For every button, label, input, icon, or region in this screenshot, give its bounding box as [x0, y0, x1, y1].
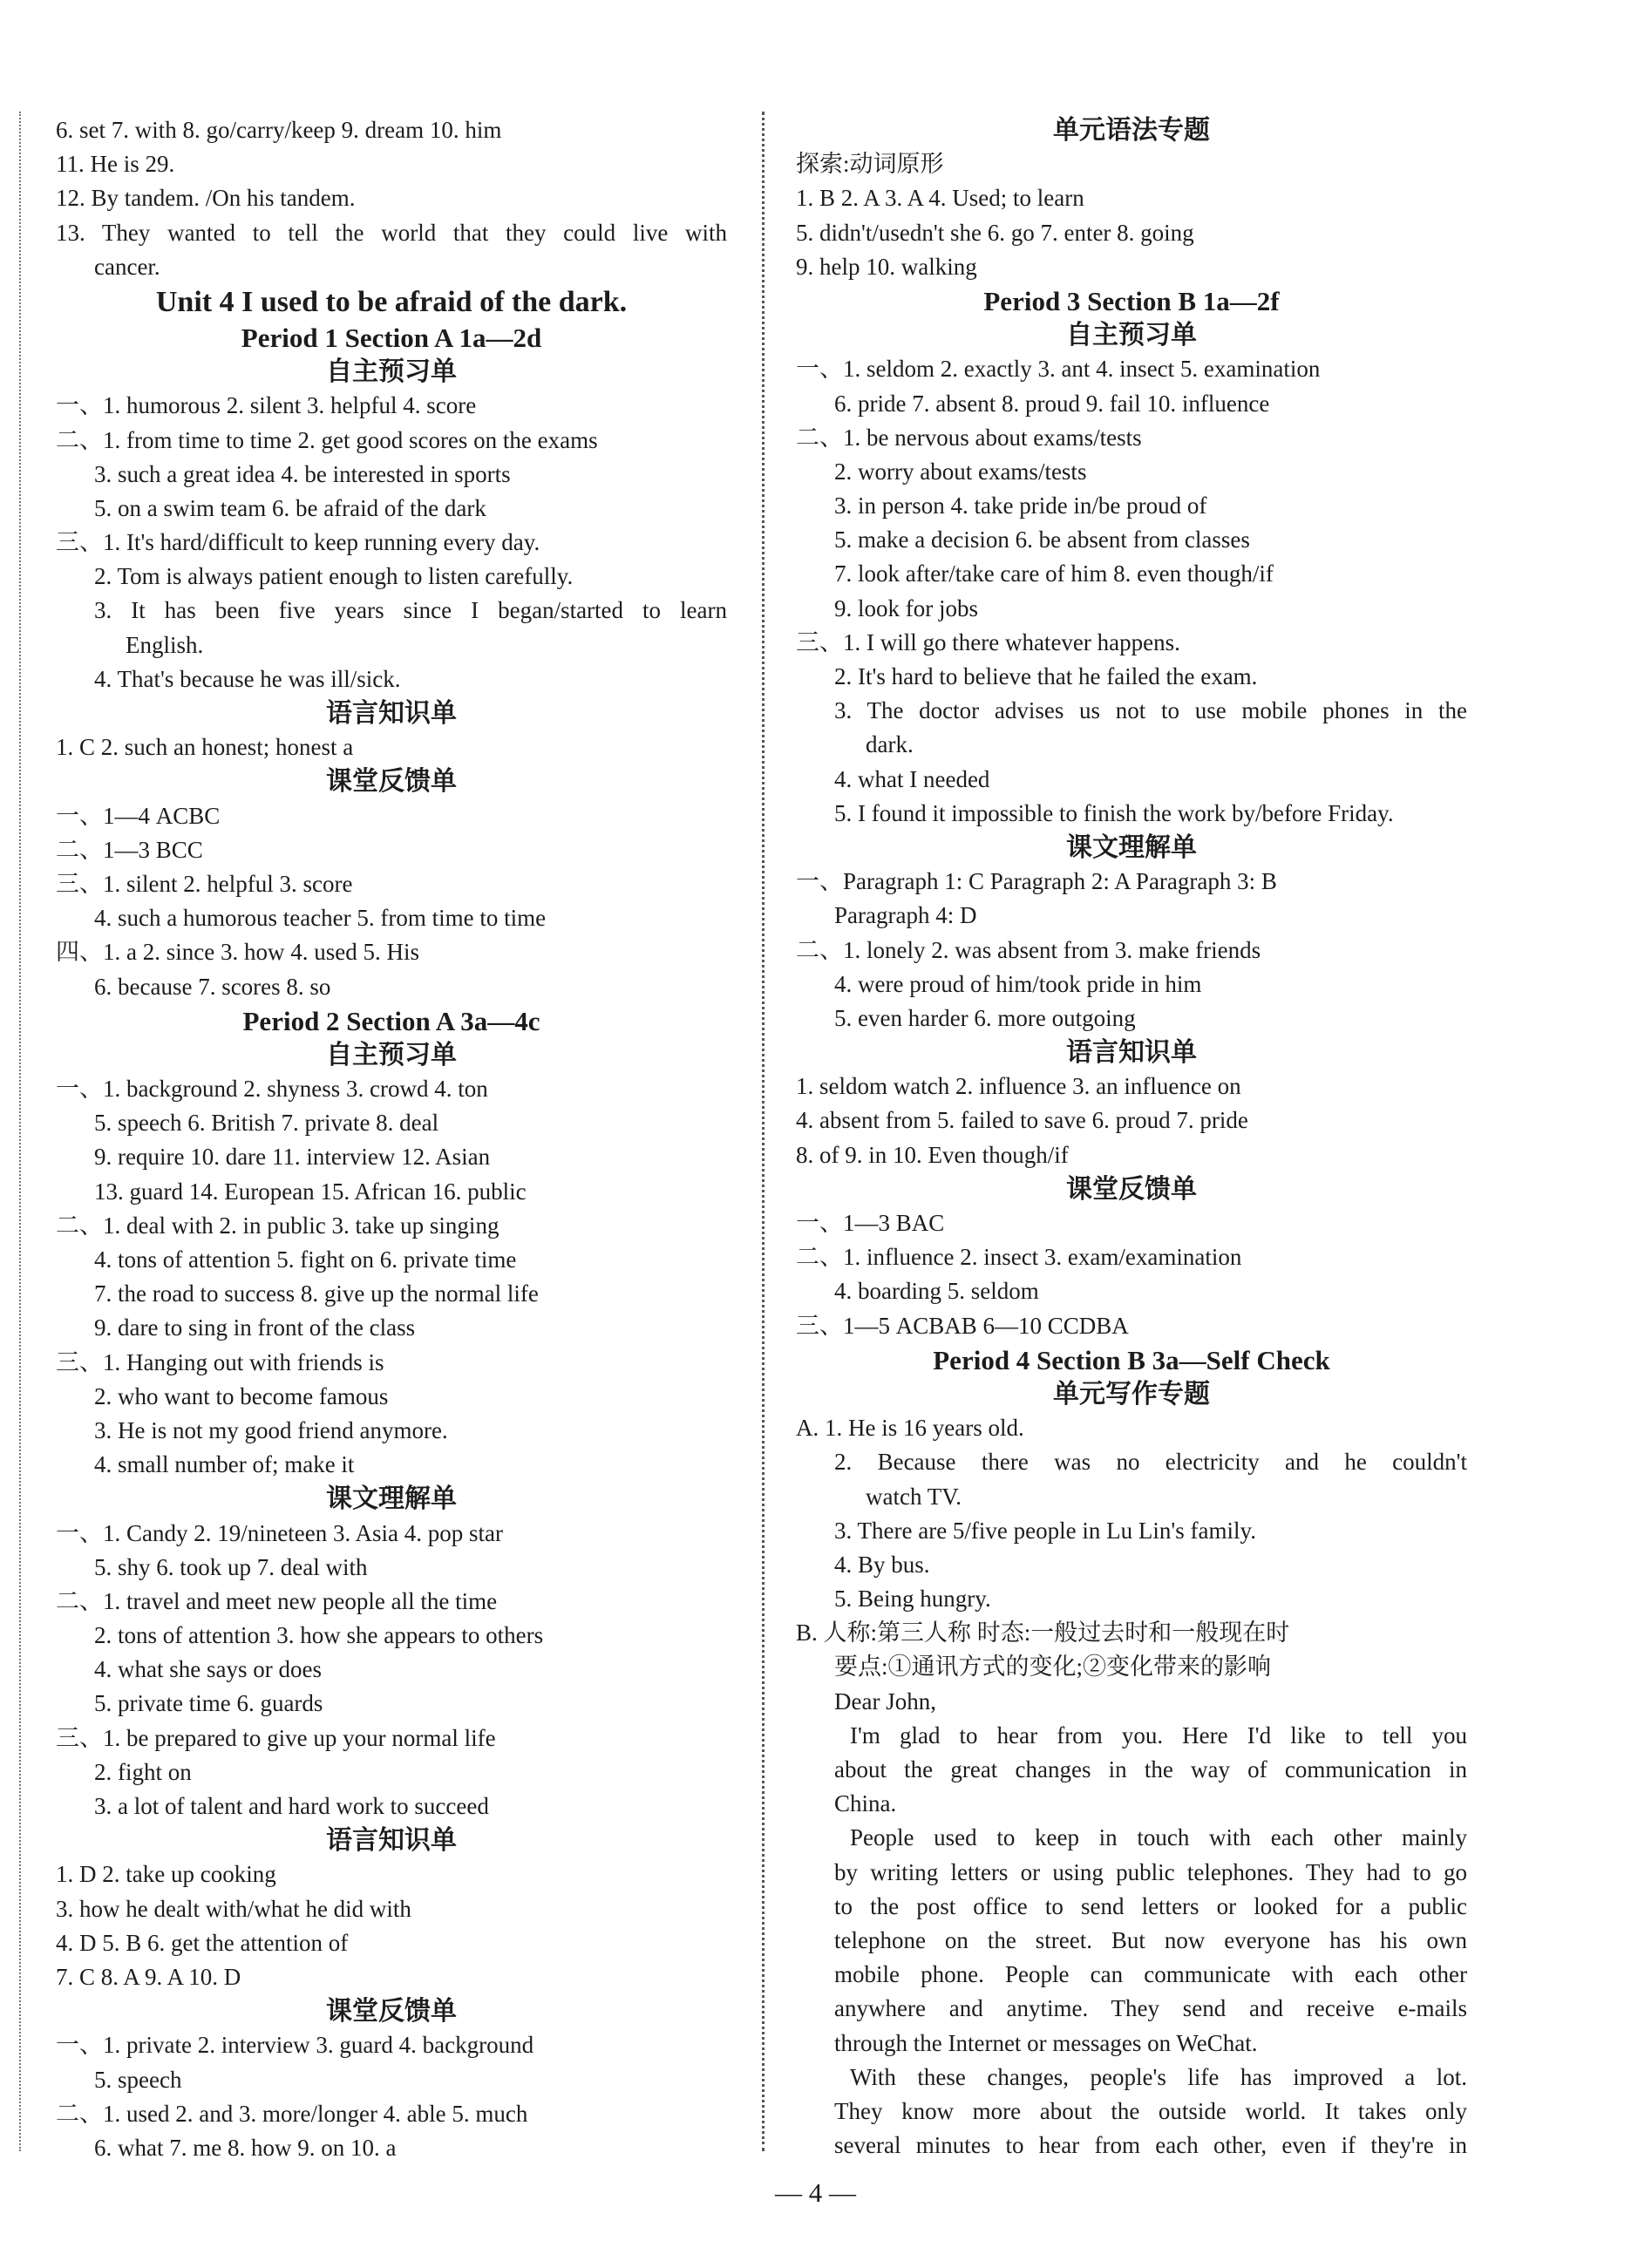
answer-line: anywhere and anytime. They send and receive e-mails: [834, 1995, 1467, 2022]
answer-line: 4. By bus.: [834, 1551, 930, 1578]
answer-line: by writing letters or using public telephones. They had to go: [834, 1858, 1467, 1885]
answer-line: 4. what I needed: [834, 765, 990, 792]
answer-line: 5. I found it impossible to finish the work by/before Friday.: [834, 799, 1394, 826]
essay-paragraph-start: People used to keep in touch with each other mainly: [850, 1824, 1467, 1851]
answer-line: 3. It has been five years since I began/started to learn: [94, 597, 727, 624]
answer-line: 4. tons of attention 5. fight on 6. private time: [94, 1246, 517, 1273]
answer-line: 8. of 9. in 10. Even though/if: [796, 1141, 1069, 1168]
answer-line: 11. He is 29.: [56, 151, 175, 178]
right-column: [796, 113, 1467, 2163]
answer-line: They know more about the outside world. It takes only: [834, 2097, 1467, 2124]
answer-line: 1. seldom watch 2. influence 3. an influence on: [796, 1073, 1241, 1100]
essay-paragraph-start: With these changes, people's life has improved a lot.: [850, 2063, 1467, 2090]
section-heading: 课堂反馈单: [326, 766, 457, 798]
answer-line: 6. set 7. with 8. go/carry/keep 9. dream 10. him: [56, 117, 502, 143]
section-heading: 自主预习单: [326, 1039, 457, 1070]
answer-line: 1. B 2. A 3. A 4. Used; to learn: [796, 185, 1084, 212]
answer-line: 三、1. It's hard/difficult to keep running every day.: [56, 529, 540, 556]
unit-title: Unit 4 I used to be afraid of the dark.: [155, 285, 628, 318]
answer-line: 一、1. private 2. interview 3. guard 4. background: [56, 2032, 534, 2059]
answer-line: 4. That's because he was ill/sick.: [94, 665, 401, 692]
answer-line: cancer.: [94, 253, 160, 280]
answer-line: 12. By tandem. /On his tandem.: [56, 185, 356, 212]
period-heading: Period 3 Section B 1a—2f: [983, 285, 1280, 316]
column-divider: [762, 112, 765, 2151]
page-number: — 4 —: [775, 2177, 856, 2208]
answer-line: 4. such a humorous teacher 5. from time to time: [94, 905, 547, 932]
answer-line: 2. fight on: [94, 1758, 192, 1785]
answer-line: 7. look after/take care of him 8. even though/if: [834, 560, 1274, 587]
answer-line: 2. Because there was no electricity and he couldn't: [834, 1449, 1467, 1476]
answer-line: 一、1—4 ACBC: [56, 802, 221, 829]
answer-line: 4. were proud of him/took pride in him: [834, 970, 1202, 997]
answer-line: 二、1. influence 2. insect 3. exam/examination: [796, 1244, 1242, 1271]
answer-line: telephone on the street. But now everyone has his own: [834, 1926, 1467, 1953]
answer-line: 二、1. lonely 2. was absent from 3. make friends: [796, 936, 1261, 963]
section-heading: 语言知识单: [326, 1825, 457, 1857]
answer-line: 三、1. be prepared to give up your normal life: [56, 1724, 496, 1751]
answer-line: B. 人称:第三人称 时态:一般过去时和一般现在时: [796, 1620, 1290, 1647]
answer-line: 一、1. Candy 2. 19/nineteen 3. Asia 4. pop star: [56, 1519, 503, 1546]
essay-paragraph-start: I'm glad to hear from you. Here I'd like to tell you: [850, 1721, 1467, 1749]
left-margin-rule: [19, 112, 21, 2151]
answer-line: 5. on a swim team 6. be afraid of the dark: [94, 494, 486, 521]
answer-line: 三、1. Hanging out with friends is: [56, 1348, 384, 1375]
answer-line: 4. D 5. B 6. get the attention of: [56, 1929, 349, 1956]
section-heading: 单元写作专题: [1053, 1378, 1210, 1409]
answer-line: 二、1. be nervous about exams/tests: [796, 424, 1142, 451]
answer-line: 1. C 2. such an honest; honest a: [56, 734, 354, 761]
answer-line: 3. a lot of talent and hard work to succeed: [94, 1793, 489, 1819]
answer-line: about the great changes in the way of communication in: [834, 1756, 1467, 1782]
answer-line: 一、1. seldom 2. exactly 3. ant 4. insect 5. examination: [796, 356, 1321, 383]
answer-line: 一、1—3 BAC: [796, 1210, 945, 1236]
answer-line: 5. shy 6. took up 7. deal with: [94, 1553, 368, 1580]
answer-line: 5. speech 6. British 7. private 8. deal: [94, 1110, 439, 1137]
answer-line: 2. who want to become famous: [94, 1382, 389, 1409]
answer-line: mobile phone. People can communicate with each other: [834, 1961, 1467, 1988]
answer-line: Dear John,: [834, 1687, 936, 1715]
answer-line: 二、1. deal with 2. in public 3. take up singing: [56, 1212, 499, 1239]
answer-line: 5. even harder 6. more outgoing: [834, 1004, 1136, 1031]
section-heading: 课堂反馈单: [326, 1996, 457, 2027]
section-heading: 语言知识单: [1066, 1037, 1197, 1069]
answer-line: 一、Paragraph 1: C Paragraph 2: A Paragraph 3: B: [796, 868, 1277, 895]
answer-line: 9. dare to sing in front of the class: [94, 1314, 416, 1341]
answer-line: 13. guard 14. European 15. African 16. public: [94, 1178, 527, 1205]
section-heading: 课堂反馈单: [1066, 1173, 1197, 1205]
answer-line: 要点:①通讯方式的变化;②变化带来的影响: [834, 1653, 1272, 1681]
answer-line: 3. There are 5/five people in Lu Lin's family.: [834, 1517, 1256, 1544]
answer-line: 6. what 7. me 8. how 9. on 10. a: [94, 2134, 397, 2161]
answer-line: 5. private time 6. guards: [94, 1690, 323, 1717]
answer-line: 2. It's hard to believe that he failed the exam.: [834, 663, 1258, 689]
answer-line: 3. He is not my good friend anymore.: [94, 1416, 448, 1443]
answer-line: 二、1. used 2. and 3. more/longer 4. able 5. much: [56, 2100, 528, 2127]
answer-line: 2. worry about exams/tests: [834, 458, 1087, 485]
answer-line: 5. didn't/usedn't she 6. go 7. enter 8. going: [796, 219, 1194, 246]
section-heading: 课文理解单: [326, 1484, 457, 1515]
answer-line: 6. because 7. scores 8. so: [94, 973, 331, 1000]
answer-line: several minutes to hear from each other, even if they're in: [834, 2132, 1467, 2159]
left-column: [56, 113, 727, 2165]
answer-line: 4. small number of; make it: [94, 1451, 355, 1478]
answer-line: 4. boarding 5. seldom: [834, 1278, 1039, 1305]
answer-continuation: dark.: [866, 731, 914, 758]
answer-line: 7. the road to success 8. give up the normal life: [94, 1280, 539, 1307]
answer-line: 4. what she says or does: [94, 1656, 322, 1683]
answer-line: 三、1. I will go there whatever happens.: [796, 628, 1180, 655]
answer-line: 9. help 10. walking: [796, 253, 977, 280]
period-heading: Period 1 Section A 1a—2d: [241, 322, 542, 353]
answer-line: 二、1—3 BCC: [56, 836, 203, 863]
answer-line: 四、1. a 2. since 3. how 4. used 5. His: [56, 939, 419, 966]
answer-line: 6. pride 7. absent 8. proud 9. fail 10. influence: [834, 390, 1270, 417]
answer-line: 3. how he dealt with/what he did with: [56, 1895, 411, 1922]
answer-line: 7. C 8. A 9. A 10. D: [56, 1963, 241, 1990]
answer-line: 3. such a great idea 4. be interested in sports: [94, 460, 511, 487]
section-heading: 课文理解单: [1066, 832, 1197, 863]
answer-line: 2. tons of attention 3. how she appears to others: [94, 1622, 544, 1649]
answer-line: A. 1. He is 16 years old.: [796, 1415, 1024, 1442]
period-heading: Period 4 Section B 3a—Self Check: [933, 1344, 1330, 1375]
answer-line: 13. They wanted to tell the world that they could live with: [56, 219, 727, 246]
answer-line: 5. Being hungry.: [834, 1586, 991, 1613]
answer-line: China.: [834, 1790, 897, 1817]
answer-line: 1. D 2. take up cooking: [56, 1861, 276, 1888]
answer-line: 2. Tom is always patient enough to listen carefully.: [94, 563, 574, 590]
answer-line: 9. require 10. dare 11. interview 12. Asian: [94, 1144, 491, 1171]
answer-line: 5. speech: [94, 2066, 182, 2093]
answer-line: 一、1. background 2. shyness 3. crowd 4. ton: [56, 1076, 488, 1103]
section-heading: 自主预习单: [1066, 320, 1197, 351]
answer-line: 3. The doctor advises us not to use mobile phones in the: [834, 697, 1467, 724]
answer-line: 三、1—5 ACBAB 6—10 CCDBA: [796, 1312, 1129, 1339]
answer-line: 二、1. travel and meet new people all the time: [56, 1587, 498, 1614]
answer-line: 一、1. humorous 2. silent 3. helpful 4. score: [56, 392, 477, 419]
answer-line: through the Internet or messages on WeChat.: [834, 2029, 1258, 2056]
section-heading: 语言知识单: [326, 698, 457, 729]
answer-line: 三、1. silent 2. helpful 3. score: [56, 870, 353, 897]
answer-line: 3. in person 4. take pride in/be proud of: [834, 492, 1207, 519]
answer-continuation: watch TV.: [866, 1483, 962, 1510]
answer-line: 5. make a decision 6. be absent from classes: [834, 526, 1250, 553]
section-heading: 单元语法专题: [1053, 115, 1210, 146]
section-heading: 自主预习单: [326, 356, 457, 388]
answer-line: 探索:动词原形: [796, 151, 944, 178]
answer-line: to the post office to send letters or looked for a public: [834, 1892, 1467, 1919]
answer-line: 9. look for jobs: [834, 594, 978, 621]
answer-line: Paragraph 4: D: [834, 902, 977, 929]
answer-continuation: English.: [126, 631, 204, 658]
period-heading: Period 2 Section A 3a—4c: [242, 1005, 540, 1036]
answer-line: 二、1. from time to time 2. get good scores on the exams: [56, 426, 598, 453]
answer-line: 4. absent from 5. failed to save 6. proud 7. pride: [796, 1107, 1248, 1134]
